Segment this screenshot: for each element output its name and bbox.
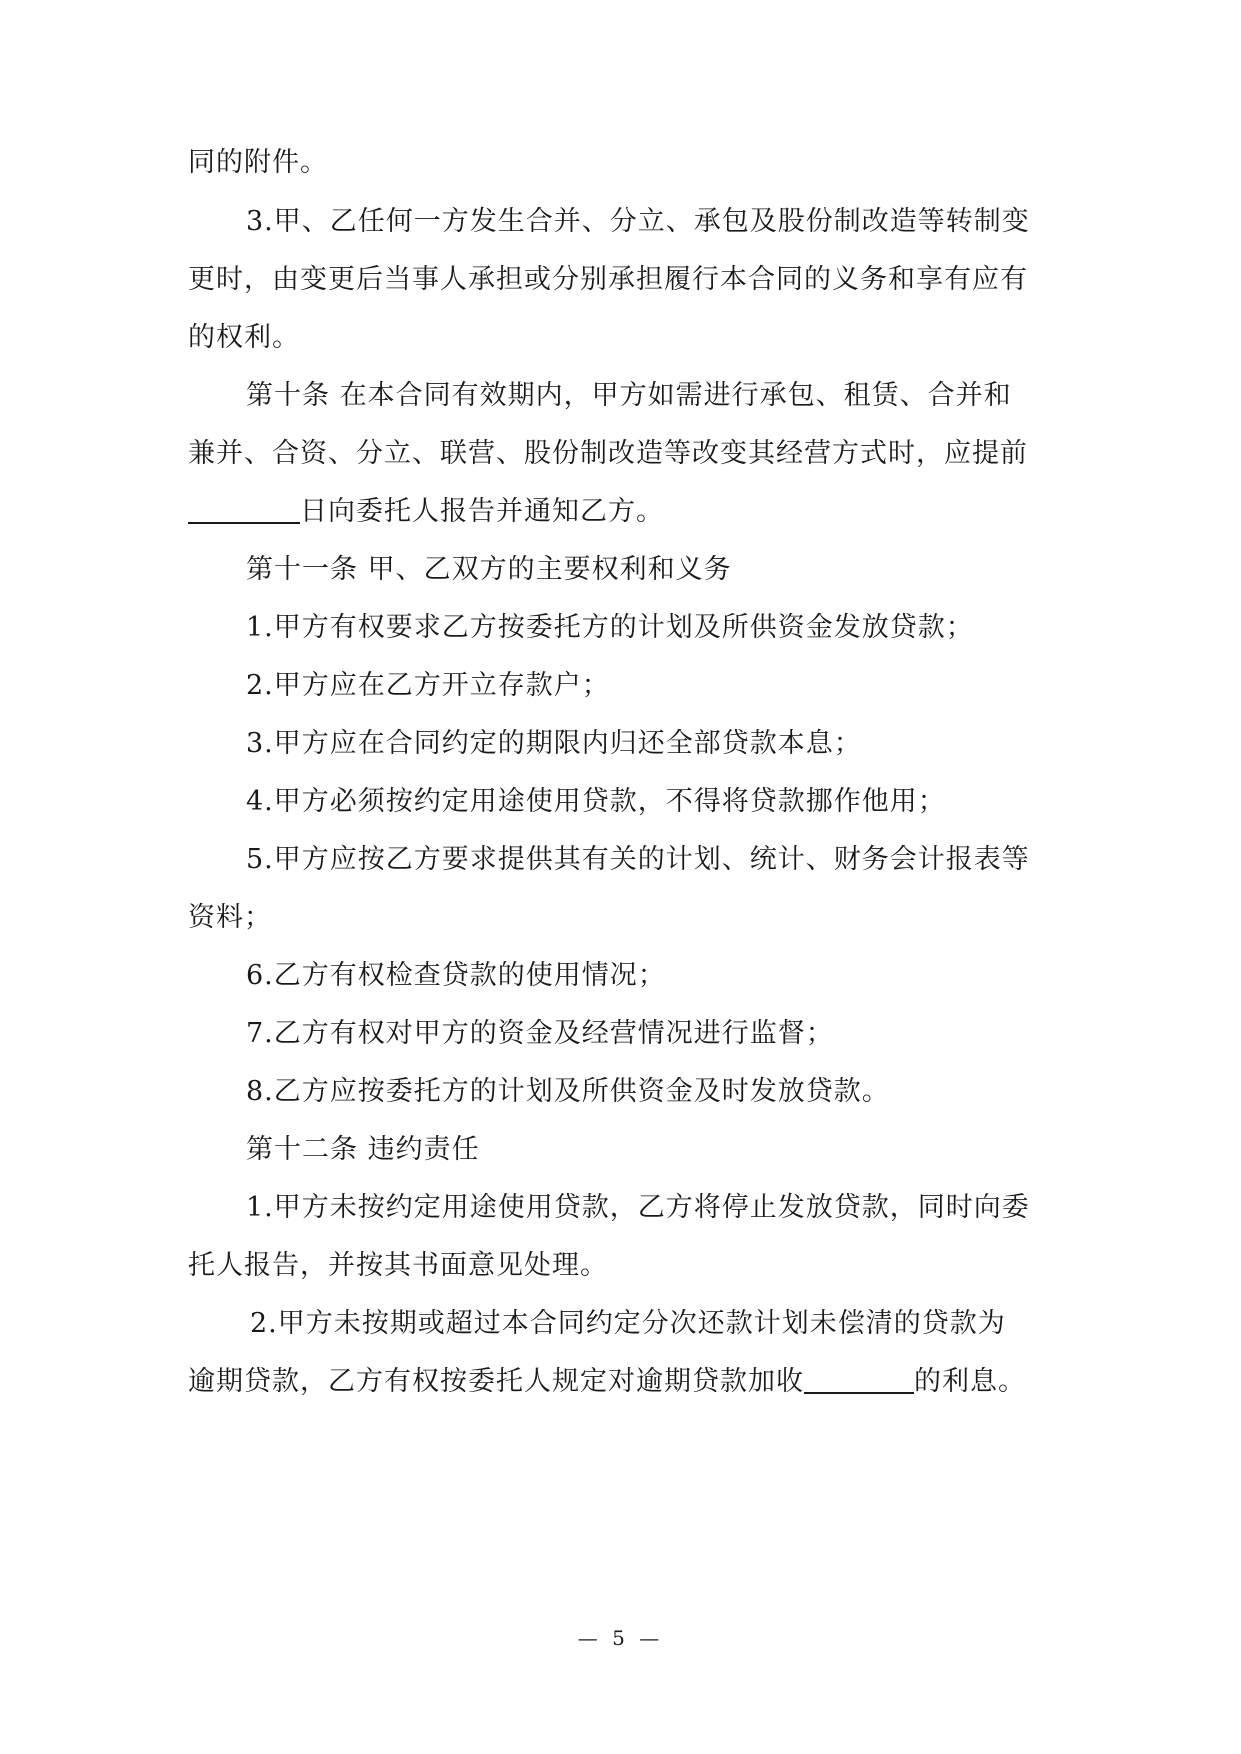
paragraph-text: 日向委托人报告并通知乙方。 bbox=[300, 496, 664, 527]
list-item-continuation-with-blank bbox=[188, 1362, 1068, 1402]
paragraph-line: 同的附件。 bbox=[188, 147, 328, 178]
list-item: 4.甲方必须按约定用途使用贷款，不得将贷款挪作他用； bbox=[246, 786, 946, 817]
list-item: 3.甲方应在合同约定的期限内归还全部贷款本息； bbox=[246, 728, 862, 759]
article-11-heading: 第十一条 甲、乙双方的主要权利和义务 bbox=[246, 554, 732, 585]
paragraph-line: 更时，由变更后当事人承担或分别承担履行本合同的义务和享有应有 bbox=[188, 264, 1028, 295]
paragraph-line: 兼并、合资、分立、联营、股份制改造等改变其经营方式时，应提前 bbox=[188, 438, 1028, 469]
paragraph-line-with-blank bbox=[188, 492, 1068, 532]
paragraph-text: 的利息。 bbox=[914, 1366, 1026, 1397]
list-item-continuation: 资料； bbox=[188, 902, 272, 933]
list-item: 5.甲方应按乙方要求提供其有关的计划、统计、财务会计报表等 bbox=[246, 844, 1030, 875]
fill-in-blank bbox=[804, 1364, 914, 1394]
page-number: — 5 — bbox=[577, 1626, 664, 1650]
paragraph-line: 3.甲、乙任何一方发生合并、分立、承包及股份制改造等转制变 bbox=[246, 206, 1030, 237]
list-item-continuation: 托人报告，并按其书面意见处理。 bbox=[188, 1250, 608, 1281]
list-item: 2.甲方未按期或超过本合同约定分次还款计划未偿清的贷款为 bbox=[250, 1308, 1006, 1339]
list-item: 8.乙方应按委托方的计划及所供资金及时发放贷款。 bbox=[246, 1076, 890, 1107]
article-10-heading: 第十条 在本合同有效期内，甲方如需进行承包、租赁、合并和 bbox=[246, 380, 1012, 411]
paragraph-text: 逾期贷款，乙方有权按委托人规定对逾期贷款加收 bbox=[188, 1366, 804, 1397]
article-12-heading: 第十二条 违约责任 bbox=[246, 1134, 480, 1165]
list-item: 1.甲方未按约定用途使用贷款，乙方将停止发放贷款，同时向委 bbox=[246, 1192, 1030, 1223]
list-item: 7.乙方有权对甲方的资金及经营情况进行监督； bbox=[246, 1018, 834, 1049]
list-item: 1.甲方有权要求乙方按委托方的计划及所供资金发放贷款； bbox=[246, 612, 974, 643]
fill-in-blank bbox=[188, 494, 300, 524]
paragraph-line: 的权利。 bbox=[188, 322, 300, 353]
list-item: 6.乙方有权检查贷款的使用情况； bbox=[246, 960, 666, 991]
list-item: 2.甲方应在乙方开立存款户； bbox=[246, 670, 610, 701]
